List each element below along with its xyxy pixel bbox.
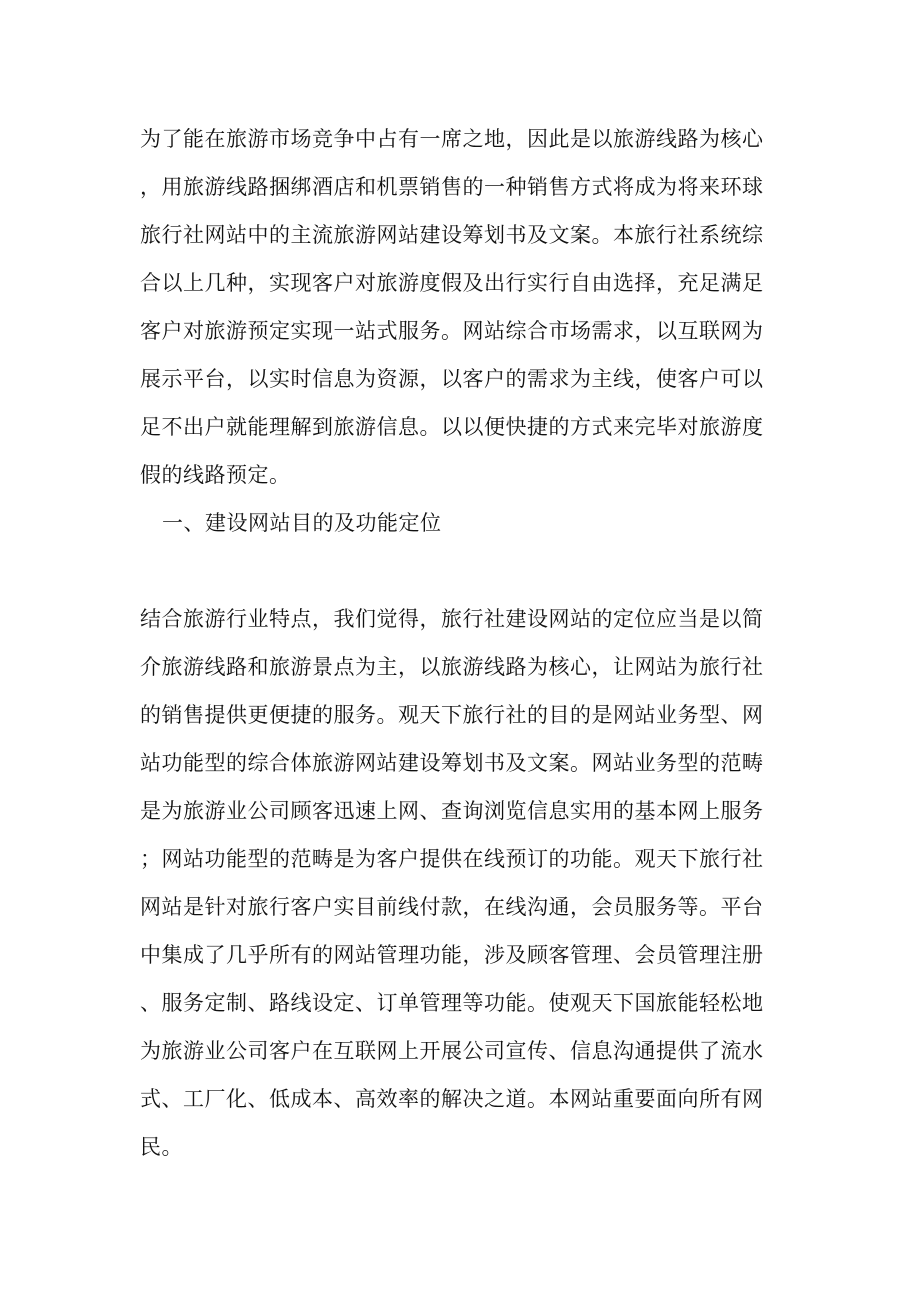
paragraph-line: 旅行社网站中的主流旅游网站建设筹划书及文案。本旅行社系统综 (140, 223, 764, 247)
paragraph-intro (140, 115, 780, 499)
paragraph-line: 足不出户就能理解到旅游信息。以以便快捷的方式来完毕对旅游度 (140, 415, 764, 439)
section-heading-text: 一、建设网站目的及功能定位 (162, 511, 442, 535)
paragraph-line: ；网站功能型的范畴是为客户提供在线预订的功能。观天下旅行社 (140, 847, 764, 871)
paragraph-line: 式、工厂化、低成本、高效率的解决之道。本网站重要面向所有网 (140, 1087, 764, 1111)
paragraph-line: 合以上几种，实现客户对旅游度假及出行实行自由选择，充足满足 (140, 271, 764, 295)
paragraph-line: 民。 (140, 1135, 183, 1159)
paragraph-line: 展示平台，以实时信息为资源，以客户的需求为主线，使客户可以 (140, 367, 764, 391)
paragraph-line: 中集成了几乎所有的网站管理功能，涉及顾客管理、会员管理注册 (140, 943, 764, 967)
paragraph-line: 、服务定制、路线设定、订单管理等功能。使观天下国旅能轻松地 (140, 991, 764, 1015)
paragraph-line: 是为旅游业公司顾客迅速上网、查询浏览信息实用的基本网上服务 (140, 799, 764, 823)
paragraph-line: 为了能在旅游市场竞争中占有一席之地，因此是以旅游线路为核心 (140, 127, 764, 151)
paragraph-line: 结合旅游行业特点，我们觉得，旅行社建设网站的定位应当是以简 (140, 607, 764, 631)
paragraph-line: 站功能型的综合体旅游网站建设筹划书及文案。网站业务型的范畴 (140, 751, 764, 775)
section-heading (162, 499, 802, 547)
paragraph-line: 的销售提供更便捷的服务。观天下旅行社的目的是网站业务型、网 (140, 703, 764, 727)
paragraph-line: 网站是针对旅行客户实目前线付款，在线沟通，会员服务等。平台 (140, 895, 764, 919)
paragraph-line: ，用旅游线路捆绑酒店和机票销售的一种销售方式将成为将来环球 (140, 175, 764, 199)
paragraph-positioning (140, 595, 780, 1171)
paragraph-line: 为旅游业公司客户在互联网上开展公司宣传、信息沟通提供了流水 (140, 1039, 764, 1063)
paragraph-line: 客户对旅游预定实现一站式服务。网站综合市场需求，以互联网为 (140, 319, 764, 343)
paragraph-line: 介旅游线路和旅游景点为主，以旅游线路为核心，让网站为旅行社 (140, 655, 764, 679)
paragraph-line: 假的线路预定。 (140, 463, 291, 487)
